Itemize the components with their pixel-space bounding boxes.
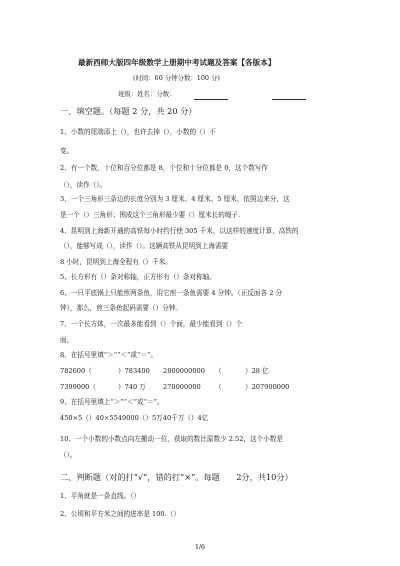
question-1-line-1: 1、小数的尾端添上（），也许去掉（），小数的（）不 <box>60 128 216 136</box>
compare-row-2-a: 7399000（ <box>60 383 96 391</box>
question-6-line-1: 6、一只平底锅上只能煎两条鱼，用它煎一条鱼需要 4 分钟。（正反面各 2 分 <box>60 289 283 297</box>
question-3-line-2: 是一个（）三角形；围成这个三角形最少要（）厘米长的绳子. <box>60 211 241 219</box>
compare-row-2-e: ）207900000 <box>245 383 290 391</box>
compare-row-1-e: ）28 亿 <box>245 367 269 375</box>
compare-row-1-a: 782600（ <box>60 367 92 375</box>
compare-row-2-c: 270000000 <box>163 383 201 391</box>
question-7-line-2: 面。 <box>60 336 74 344</box>
question-4-line-3: 8 小时，昆明到上海全程有（）千米。 <box>60 258 172 266</box>
section-1-heading: 一、填空题。（每题 2 分，共 20 分） <box>60 106 197 116</box>
question-10-line-1: 10、一个小数的小数点向左搬动一位，获取的数比原数少 2.52，这个小数是 <box>60 435 283 443</box>
question-9-row: 450×5（）40×5549000（）5万40千万（）4亿 <box>60 414 209 422</box>
page-number: 1/6 <box>195 544 205 551</box>
question-1-line-2: 变。 <box>60 147 74 155</box>
question-4-line-2: （），能够写成（），读作（）。这辆高铁从昆明到上海需要 <box>60 242 229 250</box>
section-2-heading: 二、判断题（对的打“√”，错的打“×”。每题 2分，共10分） <box>60 472 293 482</box>
compare-row-2-b: ）740 万 <box>118 383 146 391</box>
question-9: 9、在括号里填上“＞”“＜”或“＝”。 <box>60 398 164 406</box>
question-10-line-2: （）。 <box>60 451 77 459</box>
compare-row-1-b: ）783400 <box>118 367 150 375</box>
compare-row-1-d: （ <box>215 367 222 375</box>
time-score-line: (时间：60 分钟分数：100 分) <box>133 74 220 82</box>
question-4-line-1: 4、昆明到上海新开通的高铁每小时约行使 305 千米，以这样的速度计算，高铁的 <box>60 227 299 235</box>
question-2-line-1: 2、有一个数，十位和百分位都是 8，个位和十分位都是 0，这个数写作 <box>60 164 268 172</box>
question-5: 5、长方形有（）条对称轴，正方形有（）条对称轴。 <box>60 273 216 281</box>
judge-item-1: 1、平角就是一条直线。（） <box>60 492 141 500</box>
score-blank <box>194 99 228 100</box>
question-8: 8、在括号里填“＞”“＜”或“＝”。 <box>60 351 157 359</box>
class-info-line: 班级：姓名：分数： <box>118 90 176 98</box>
compare-row-1-c: 2800000000 <box>163 367 205 375</box>
question-6-line-2: 钟），那么，煎三条鱼起码需要（）分钟。 <box>60 304 182 312</box>
question-7-line-1: 7、一个长方体，一次最多能看到（）个面，最少能看到（）个 <box>60 320 243 328</box>
document-title: 最新西师大版四年级数学上册期中考试题及答案【各版本】 <box>78 58 276 67</box>
question-2-line-2: （），读作（）。 <box>60 181 107 189</box>
compare-row-2-d: （ <box>215 383 222 391</box>
extra-blank <box>272 99 306 100</box>
judge-item-2: 2、公顷和平方米之间的进率是 100.（） <box>60 510 180 518</box>
question-3-line-1: 3、一个三角形三条边的长度分别为 3 厘米、4 厘米、5 厘米，依照边来分，这 <box>60 195 290 203</box>
